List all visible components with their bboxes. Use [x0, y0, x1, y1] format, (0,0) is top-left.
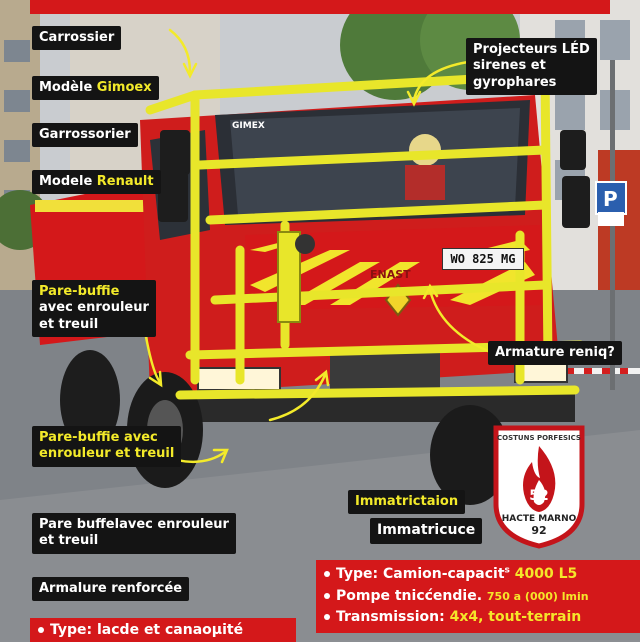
label-projecteurs	[466, 38, 597, 95]
bullet-icon	[324, 614, 330, 620]
fire-badge	[492, 424, 586, 550]
grille-brand: ENAST	[370, 268, 411, 281]
bullet-icon	[324, 593, 330, 599]
label-parebuffle-3-line-1: Pare buffelavec enrouleur	[39, 517, 229, 532]
spec-label: Pompe tnicćendie.	[336, 587, 483, 604]
label-parebuffle-1-line-2: avec enrouleur	[39, 300, 149, 316]
spec-label: Type: Camion-capacit	[336, 566, 505, 582]
label-parebuffle-3	[32, 513, 236, 554]
label-modele-gimoex-brand: Gimoex	[96, 80, 152, 95]
label-projecteurs-line-1: Projecteurs LÉD	[473, 42, 590, 57]
label-immatriculation-2: Immatricuce	[370, 518, 482, 544]
label-modele-renault	[32, 170, 161, 194]
label-armature-right: Armature reniq?	[488, 341, 622, 365]
spec-value: 4x4, tout-terrain	[449, 609, 582, 626]
spec-sup: s	[504, 565, 510, 576]
label-parebuffle-2	[32, 426, 181, 467]
windshield-brand: GIMEX	[232, 121, 265, 131]
specs-bottom-text: Type: lacde et canaoµité	[50, 622, 244, 638]
label-modele-renault-brand: Renault	[96, 174, 154, 189]
label-parebuffle-2-line-1: Pare-buffie avec	[39, 430, 158, 445]
label-immatriculation-1	[348, 490, 465, 514]
label-armature-renforcee: Armalure renforcée	[32, 577, 189, 601]
label-projecteurs-line-3: gyrophares	[473, 74, 557, 90]
bullet-icon	[38, 627, 44, 633]
label-modele-renault-prefix: Modele	[39, 174, 93, 189]
spec-label: Transmission:	[336, 609, 445, 626]
spec-value: 4000 L5	[514, 566, 578, 582]
specs-panel	[316, 560, 640, 633]
label-garrossorier: Garrossorier	[32, 123, 138, 147]
spec-row	[324, 564, 632, 586]
label-parebuffle-2-line-2: enrouleur et treuil	[39, 446, 175, 462]
label-parebuffle-1-line-3: et treuil	[39, 316, 99, 332]
street-sign-letter: P	[603, 187, 618, 211]
specs-bottom-panel	[30, 618, 296, 642]
label-carrossier: Carrossier	[32, 26, 121, 50]
spec-value: 750 a (000) lmin	[486, 589, 589, 603]
bullet-icon	[324, 571, 330, 577]
badge-number: 52	[529, 488, 549, 504]
label-parebuffle-3-line-2: et treuil	[39, 533, 99, 549]
badge-name: HACTE MARNO	[501, 514, 577, 524]
spec-row	[324, 607, 632, 629]
label-modele-gimoex-prefix: Modèle	[39, 80, 93, 95]
label-immatriculation-1-text: Immatrictaion	[355, 494, 459, 509]
license-plate: WO 825 MG	[442, 248, 524, 270]
badge-dept: 92	[531, 524, 547, 537]
label-parebuffle-1-line-1: Pare-buffie	[39, 284, 120, 299]
label-parebuffle-1	[32, 280, 156, 337]
label-projecteurs-line-2: sirenes et	[473, 58, 546, 74]
badge-top-text: COSTUNS PORFESICS	[497, 434, 581, 442]
spec-row	[324, 586, 632, 608]
label-modele-gimoex	[32, 76, 159, 100]
